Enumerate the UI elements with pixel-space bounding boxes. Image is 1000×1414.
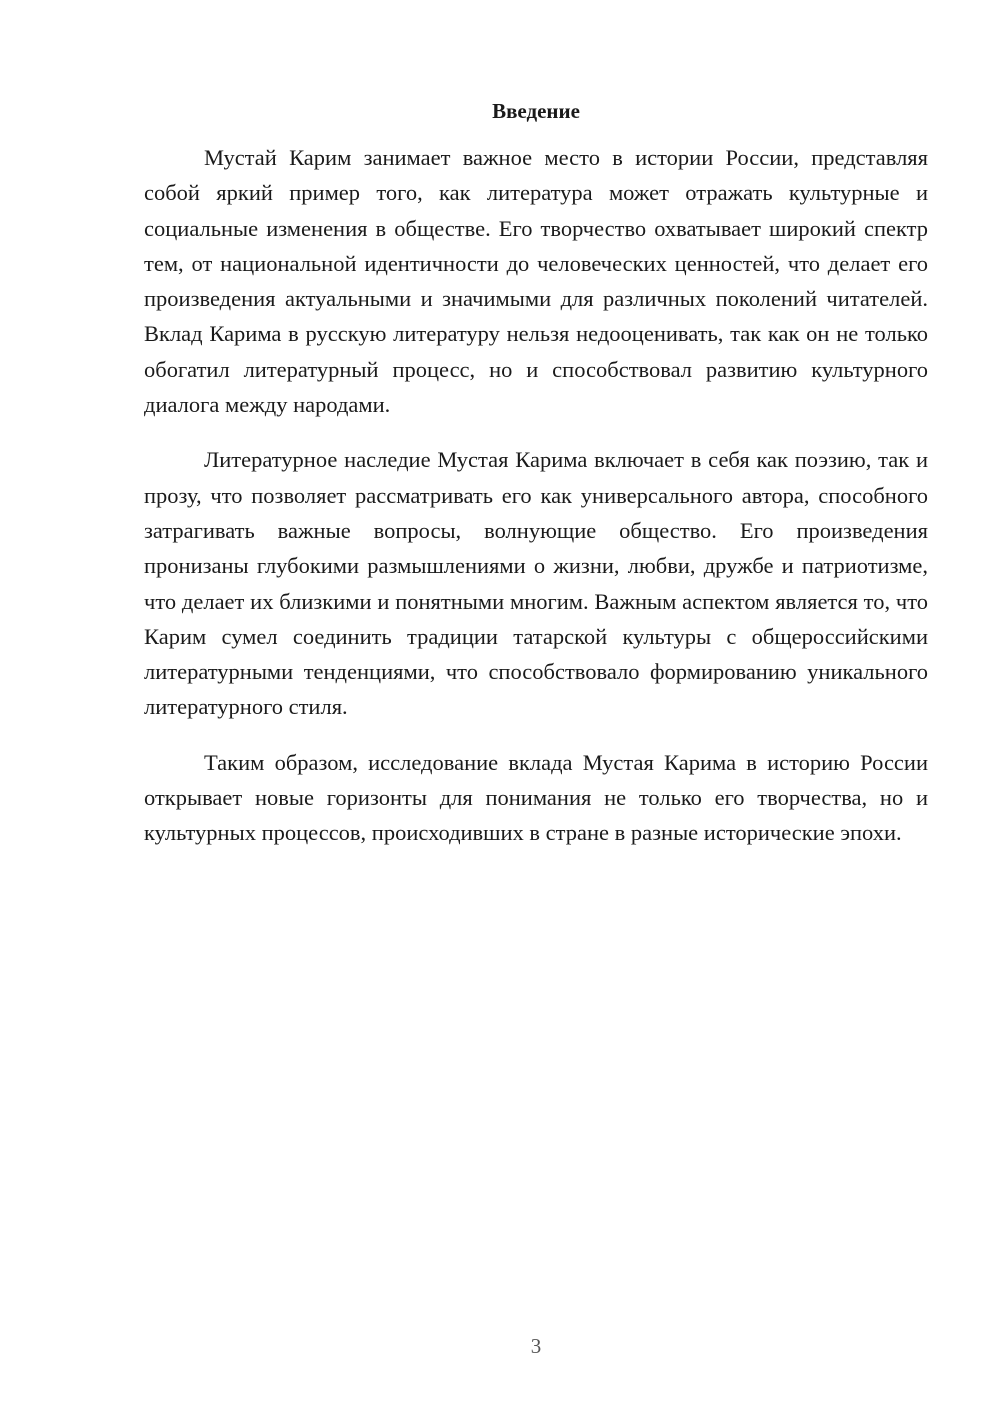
paragraph-1: Мустай Карим занимает важное место в истории России, представляя собой яркий пример того, как литература может отражать культурные и социальные изменения в обществе. Его творчество охватывает широкий спектр тем, от национальной идентичности до человеческих ценностей, что делает его произведения актуальными и значимыми для различных поколений читателей. Вклад Карима в русскую литературу нельзя недооценивать, так как он не только обогатил литературный процесс, но и способствовал развитию культурного диалога между народами. <box>144 145 928 418</box>
paragraph-2: Литературное наследие Мустая Карима включает в себя как поэзию, так и прозу, что позволяет рассматривать его как универсального автора, способного затрагивать важные вопросы, волнующие общество. Его произведения пронизаны глубокими размышлениями о жизни, любви, дружбе и патриотизме, что делает их близкими и понятными многим. Важным аспектом является то, что Карим сумел соединить традиции татарской культуры с общероссийскими литературными тенденциями, что способствовало формированию уникального литературного стиля. <box>144 447 928 720</box>
page-number: 3 <box>530 1334 542 1358</box>
paragraph-3: Таким образом, исследование вклада Мустая Карима в историю России открывает новые горизонты для понимания не только его творчества, но и культурных процессов, происходивших в стране в разные исторические эпохи. <box>144 749 928 846</box>
section-heading: Введение <box>492 99 580 123</box>
body-text <box>144 140 928 871</box>
